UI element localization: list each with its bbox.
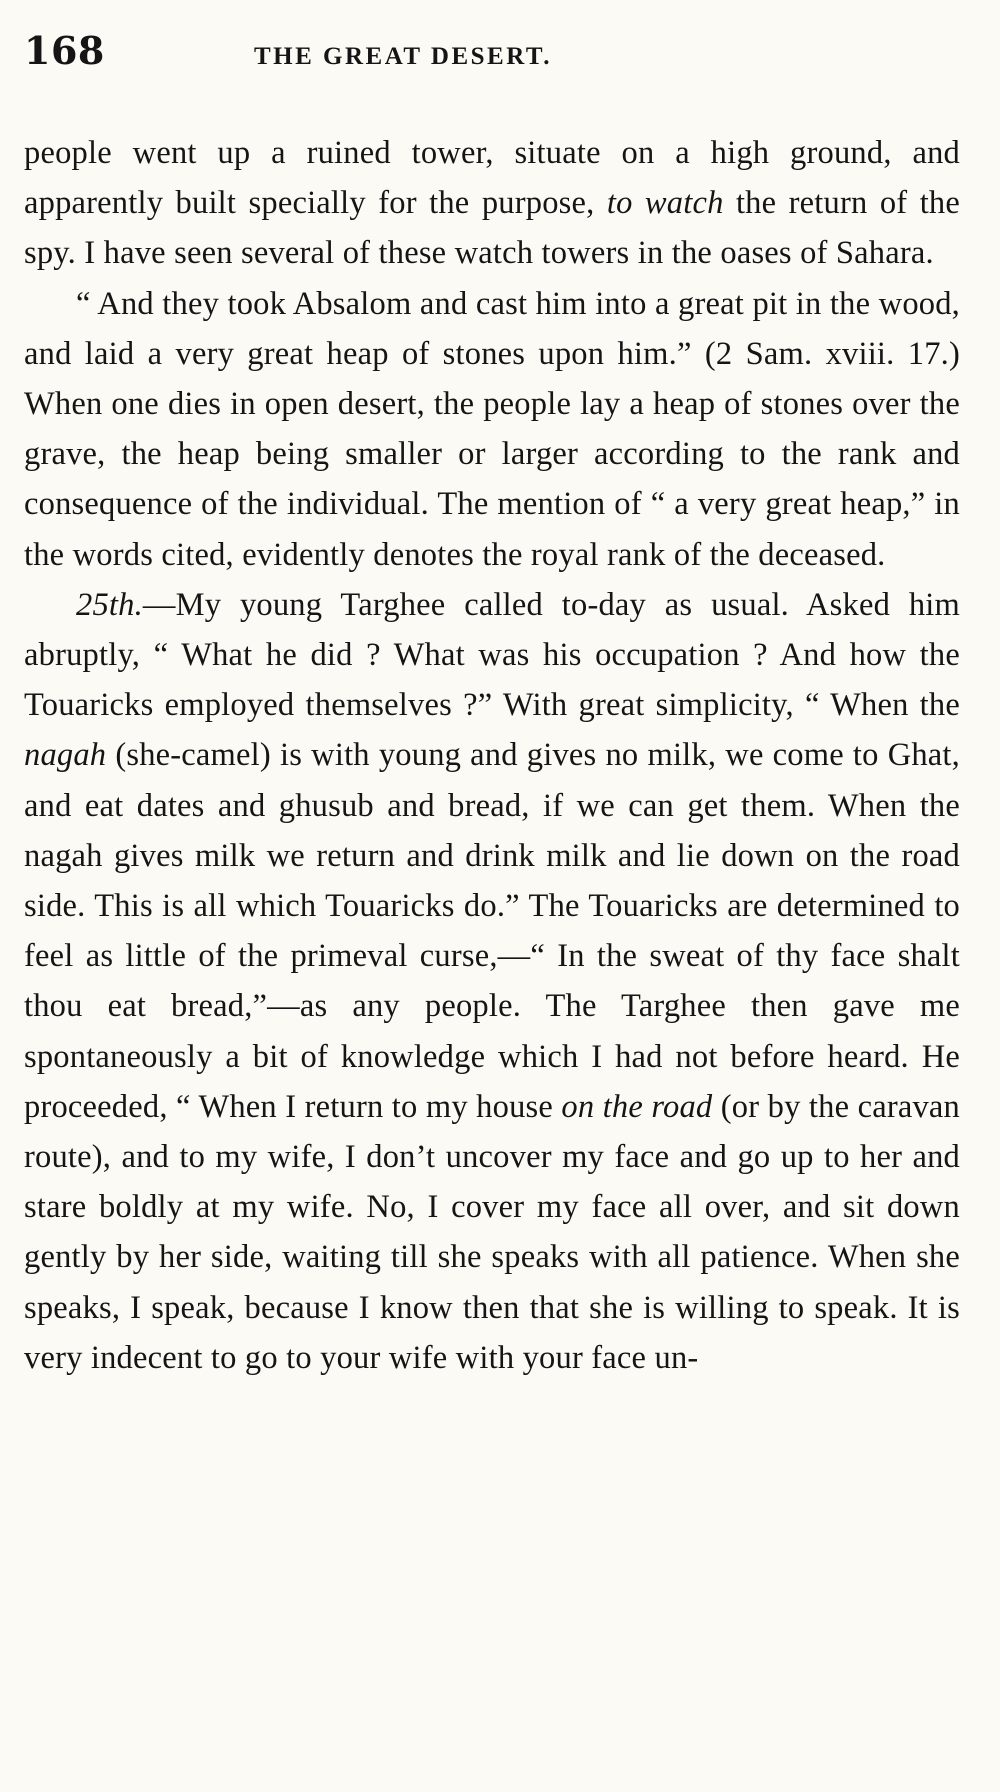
paragraph-watch-towers bbox=[24, 128, 960, 279]
italic-phrase: to watch bbox=[606, 185, 724, 222]
running-head bbox=[24, 28, 960, 88]
paragraph-text: people went up a ruined tower, situate on a high ground, and apparently built specially for the purpose, bbox=[24, 135, 960, 222]
paragraph-text: (she-camel) is with young and gives no milk, we come to Ghat, and eat dates and ghusub and bread, if we can get them. When the nagah gives milk we return and drink milk and lie down on the road side. This is all which Touaricks do.” The Touaricks are determined to feel as little of the primeval curse,—“ In the sweat of thy face shalt thou eat bread,”—as any people. The Targhee then gave me spontaneously a bit of knowledge which I had not before heard. He proceeded, “ When I return to my house bbox=[24, 737, 960, 1125]
italic-phrase: on the road bbox=[561, 1088, 713, 1125]
page-number: 168 bbox=[24, 28, 105, 73]
paragraph-text: (or by the caravan route), and to my wife, I don’t uncover my face and go up to her and stare boldly at my wife. No, I cover my face all over, and sit down gently by her side, waiting till she speaks with all patience. When she speaks, I speak, because I know then that she is willing to speak. It is very indecent to go to your wife with your face un- bbox=[24, 1088, 961, 1376]
paragraph-text: —My young Targhee called to-day as usual. Asked him abruptly, “ What he did ? What was his occupation ? And how the Touaricks employed themselves ?” With great simplicity, “ When the bbox=[24, 586, 960, 724]
italic-word: nagah bbox=[24, 737, 107, 774]
paragraph-targhee bbox=[24, 580, 960, 1383]
running-title: THE GREAT DESERT. bbox=[254, 43, 552, 70]
paragraph-text: the return of the spy. I have seen several of these watch towers in the oases of Sahara. bbox=[24, 185, 961, 272]
paragraph-absalom: “ And they took Absalom and cast him into a great pit in the wood, and laid a very great heap of stones upon him.” (2 Sam. xviii. 17.) When one dies in open desert, the people lay a heap of stones over the grave, the heap being smaller or larger according to the rank and consequence of the individual. The mention of “ a very great heap,” in the words cited, evidently denotes the royal rank of the deceased. bbox=[24, 285, 960, 573]
entry-date: 25th. bbox=[76, 586, 143, 623]
